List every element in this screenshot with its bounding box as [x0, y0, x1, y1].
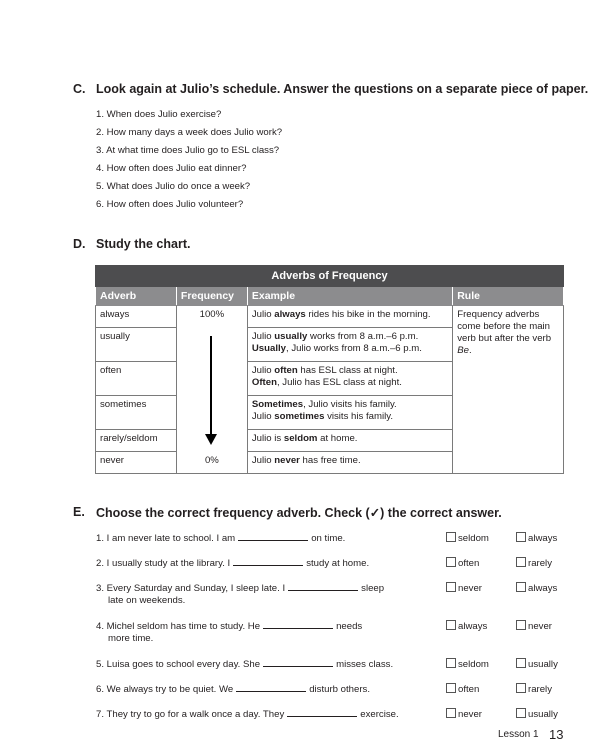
section-c-instruction: Look again at Julio’s schedule. Answer the questions on a separate piece of paper. — [96, 82, 589, 96]
option-3a[interactable]: never — [446, 582, 482, 595]
question-1: 1. When does Julio exercise? — [96, 109, 222, 120]
exercise-item-5: 5. Luisa goes to school every day. She misses class. — [96, 659, 394, 670]
answer-blank[interactable] — [263, 620, 333, 629]
option-5b[interactable]: usually — [516, 658, 558, 671]
checkbox-icon — [516, 620, 526, 630]
question-6: 6. How often does Julio volunteer? — [96, 199, 244, 210]
section-e-instruction: Choose the correct frequency adverb. Check (✓) the correct answer. — [96, 506, 502, 520]
page-number: 13 — [549, 727, 564, 742]
header-adverb: Adverb — [96, 287, 177, 306]
frequency-arrow-head-icon — [205, 434, 217, 445]
example-cell: Julio never has free time. — [247, 452, 452, 474]
section-d-letter: D. — [73, 237, 86, 251]
checkbox-icon — [446, 620, 456, 630]
adverb-cell: sometimes — [96, 396, 177, 430]
footer-lesson: Lesson 1 — [498, 729, 539, 740]
frequency-bottom: 0% — [176, 452, 247, 474]
section-d-instruction: Study the chart. — [96, 237, 191, 251]
exercise-item-7: 7. They try to go for a walk once a day. They exercise. — [96, 709, 399, 720]
exercise-item-3: 3. Every Saturday and Sunday, I sleep late. I sleep late on weekends. — [96, 583, 385, 606]
answer-blank[interactable] — [288, 582, 358, 591]
option-4a[interactable]: always — [446, 620, 487, 633]
checkbox-icon — [446, 708, 456, 718]
checkbox-icon — [516, 582, 526, 592]
option-6b[interactable]: rarely — [516, 683, 552, 696]
question-4: 4. How often does Julio eat dinner? — [96, 163, 247, 174]
answer-blank[interactable] — [236, 683, 306, 692]
section-c-letter: C. — [73, 82, 86, 96]
answer-blank[interactable] — [263, 658, 333, 667]
option-7a[interactable]: never — [446, 708, 482, 721]
question-2: 2. How many days a week does Julio work? — [96, 127, 283, 138]
question-5: 5. What does Julio do once a week? — [96, 181, 251, 192]
header-example: Example — [247, 287, 452, 306]
adverb-cell: often — [96, 362, 177, 396]
option-3b[interactable]: always — [516, 582, 557, 595]
option-1a[interactable]: seldom — [446, 532, 489, 545]
header-frequency: Frequency — [176, 287, 247, 306]
header-rule: Rule — [453, 287, 564, 306]
rule-cell: Frequency adverbs come before the main verb but after the verb Be. — [453, 306, 564, 474]
answer-blank[interactable] — [287, 708, 357, 717]
adverb-cell: never — [96, 452, 177, 474]
exercise-item-4: 4. Michel seldom has time to study. He needs more time. — [96, 621, 363, 644]
checkbox-icon — [446, 658, 456, 668]
exercise-item-6: 6. We always try to be quiet. We disturb others. — [96, 684, 371, 695]
checkbox-icon — [516, 683, 526, 693]
option-7b[interactable]: usually — [516, 708, 558, 721]
adverb-cell: rarely/seldom — [96, 430, 177, 452]
example-cell: Julio is seldom at home. — [247, 430, 452, 452]
option-6a[interactable]: often — [446, 683, 479, 696]
checkbox-icon — [446, 582, 456, 592]
option-5a[interactable]: seldom — [446, 658, 489, 671]
question-3: 3. At what time does Julio go to ESL class? — [96, 145, 280, 156]
checkbox-icon — [516, 557, 526, 567]
chart-title: Adverbs of Frequency — [96, 266, 564, 287]
answer-blank[interactable] — [233, 557, 303, 566]
checkbox-icon — [516, 658, 526, 668]
example-cell: Julio often has ESL class at night. Often, Julio has ESL class at night. — [247, 362, 452, 396]
checkbox-icon — [446, 532, 456, 542]
section-e-letter: E. — [73, 505, 85, 519]
exercise-item-1: 1. I am never late to school. I am on time. — [96, 533, 346, 544]
option-4b[interactable]: never — [516, 620, 552, 633]
checkbox-icon — [446, 683, 456, 693]
example-cell: Julio always rides his bike in the morning. — [247, 306, 452, 328]
frequency-top: 100% — [176, 306, 247, 328]
option-2a[interactable]: often — [446, 557, 479, 570]
example-cell: Julio usually works from 8 a.m.–6 p.m. Usually, Julio works from 8 a.m.–6 p.m. — [247, 328, 452, 362]
checkbox-icon — [516, 708, 526, 718]
exercise-item-2: 2. I usually study at the library. I study at home. — [96, 558, 370, 569]
adverb-cell: always — [96, 306, 177, 328]
checkbox-icon — [446, 557, 456, 567]
checkbox-icon — [516, 532, 526, 542]
adverb-cell: usually — [96, 328, 177, 362]
option-2b[interactable]: rarely — [516, 557, 552, 570]
adverbs-chart — [95, 265, 564, 474]
frequency-arrow-shaft — [210, 336, 212, 436]
answer-blank[interactable] — [238, 532, 308, 541]
example-cell: Sometimes, Julio visits his family. Julio sometimes visits his family. — [247, 396, 452, 430]
option-1b[interactable]: always — [516, 532, 557, 545]
